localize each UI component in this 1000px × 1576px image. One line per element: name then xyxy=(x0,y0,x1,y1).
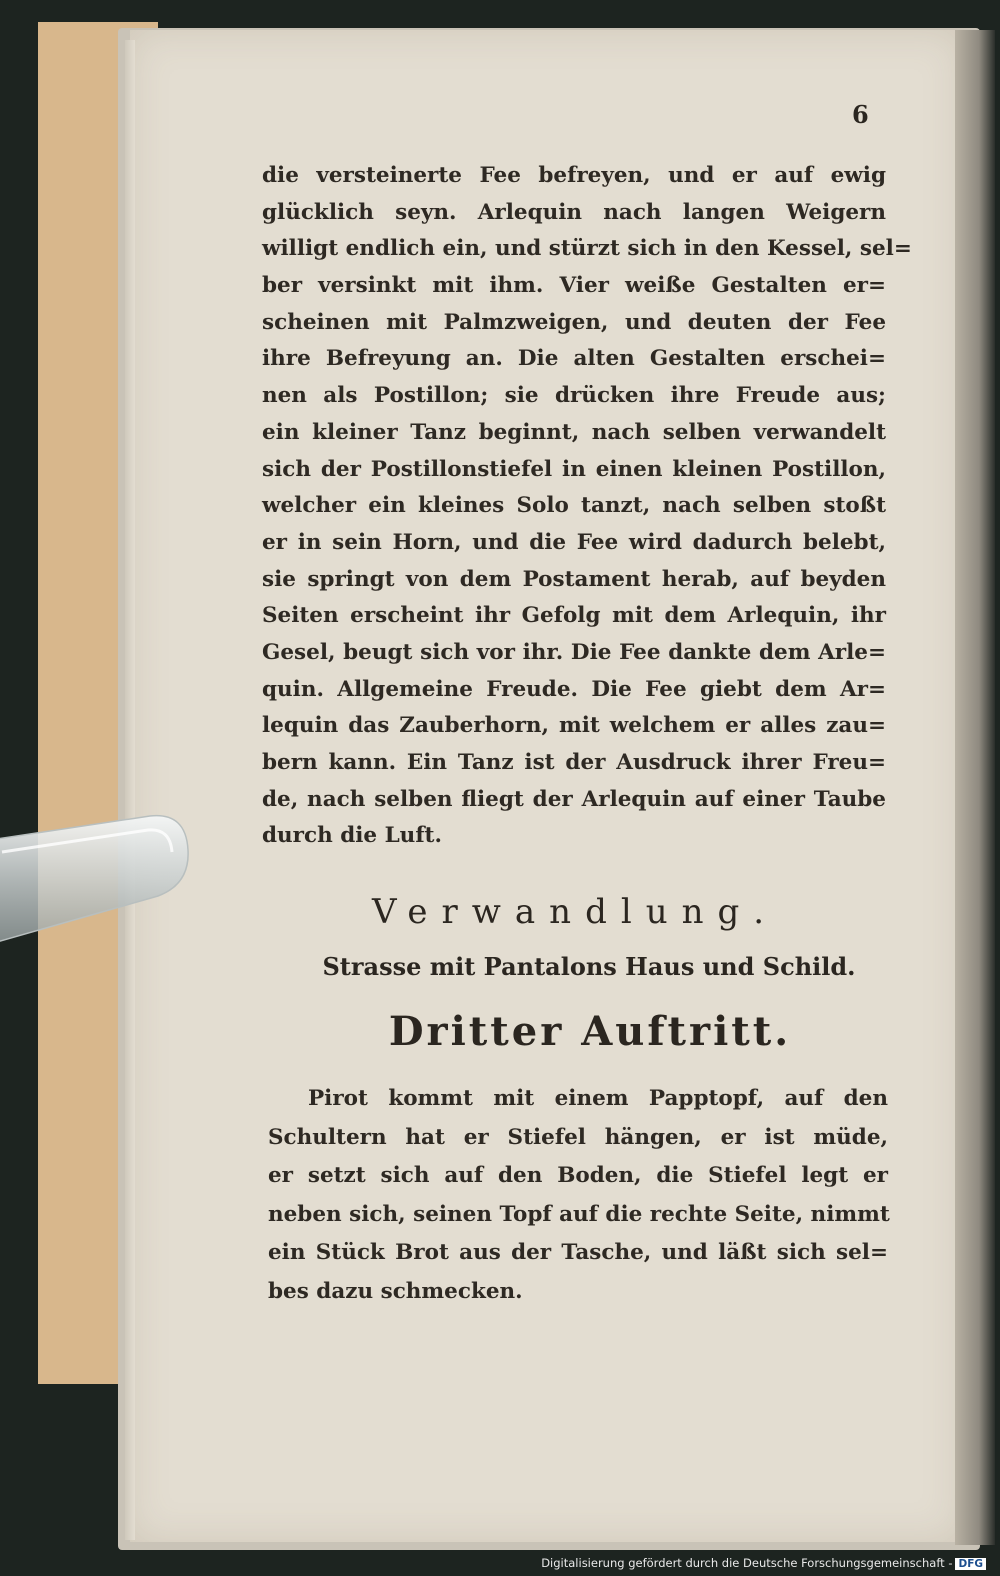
text-line: Gesel, beugt sich vor ihr. Die Fee dankte dem Arle= xyxy=(262,639,886,665)
text-line: de, nach selben fliegt der Arlequin auf einer Taube xyxy=(262,786,886,812)
text-line: sie springt von dem Postament herab, auf beyden xyxy=(262,566,886,592)
text-line: ber versinkt mit ihm. Vier weiße Gestalten er= xyxy=(262,273,886,299)
text-line: welcher ein kleines Solo tanzt, nach selben stoßt xyxy=(262,493,886,519)
text-line: bes dazu schmecken. xyxy=(268,1278,523,1304)
page-edge xyxy=(955,30,995,1545)
digitization-credit xyxy=(541,1556,986,1570)
text-line: neben sich, seinen Topf auf die rechte Seite, nimmt xyxy=(268,1201,890,1227)
paragraph-2 xyxy=(268,1080,888,1312)
text-line: lequin das Zauberhorn, mit welchem er alles zau= xyxy=(262,713,886,739)
scene-heading: Dritter Auftritt. xyxy=(388,1008,792,1055)
page-gutter xyxy=(125,40,135,1540)
text-line: quin. Allgemeine Freude. Die Fee giebt dem Ar= xyxy=(262,676,886,702)
transformation-heading: Verwandlung. xyxy=(372,892,779,932)
text-line: scheinen mit Palmzweigen, und deuten der Fee xyxy=(262,309,886,335)
text-line: Seiten erscheint ihr Gefolg mit dem Arlequin, ihr xyxy=(262,603,886,629)
text-line: ihre Befreyung an. Die alten Gestalten erschei= xyxy=(262,346,886,372)
text-line: nen als Postillon; sie drücken ihre Freude aus; xyxy=(262,383,886,409)
text-line: glücklich seyn. Arlequin nach langen Weigern xyxy=(262,199,886,225)
text-line: er in sein Horn, und die Fee wird dadurch belebt, xyxy=(262,529,886,555)
text-line: ein kleiner Tanz beginnt, nach selben verwandelt xyxy=(262,419,886,445)
text-line: willigt endlich ein, und stürzt sich in den Kessel, sel= xyxy=(262,236,912,262)
text-line: durch die Luft. xyxy=(262,823,442,849)
glass-page-weight xyxy=(0,812,198,948)
page-number: 6 xyxy=(852,100,869,129)
scene-setting: Strasse mit Pantalons Haus und Schild. xyxy=(322,952,856,981)
text-line: ein Stück Brot aus der Tasche, und läßt sich sel= xyxy=(268,1240,888,1266)
text-line: sich der Postillonstiefel in einen kleinen Postillon, xyxy=(262,456,886,482)
text-line: Pirot kommt mit einem Papptopf, auf den xyxy=(308,1086,888,1111)
credit-text: Digitalisierung gefördert durch die Deutsche Forschungsgemeinschaft - xyxy=(541,1556,953,1570)
text-line: er setzt sich auf den Boden, die Stiefel legt er xyxy=(268,1163,888,1189)
dfg-logo: DFG xyxy=(955,1558,986,1570)
text-line: Schultern hat er Stiefel hängen, er ist müde, xyxy=(268,1124,888,1150)
text-line: bern kann. Ein Tanz ist der Ausdruck ihrer Freu= xyxy=(262,750,886,775)
text-line: die versteinerte Fee befreyen, und er auf ewig xyxy=(262,163,886,188)
paragraph-1 xyxy=(262,158,912,855)
